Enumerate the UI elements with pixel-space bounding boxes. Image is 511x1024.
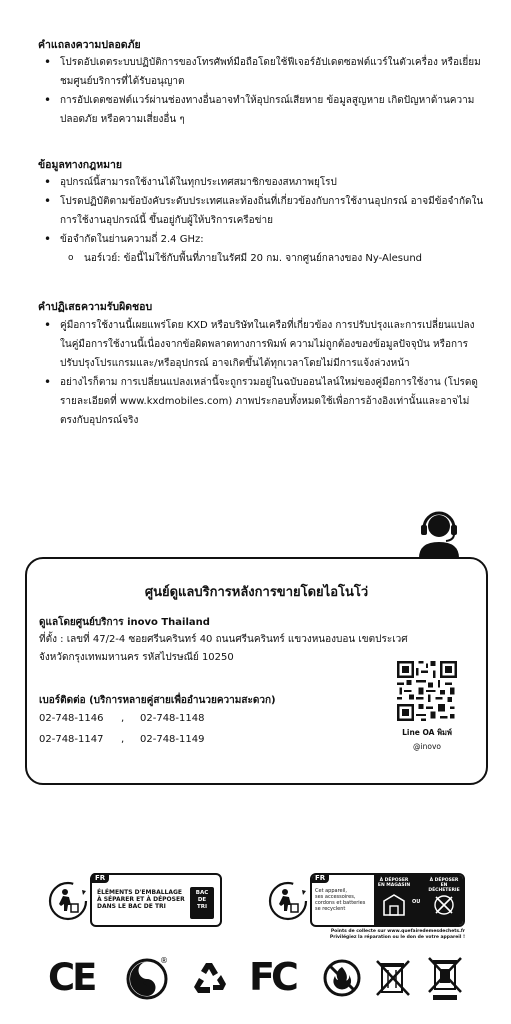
recycling-person-icon	[48, 881, 88, 921]
phone-number[interactable]: 02-748-1146	[39, 713, 104, 724]
phone-number[interactable]: 02-748-1149	[140, 734, 205, 745]
deposit-panel	[374, 875, 465, 925]
legal-list	[38, 173, 486, 268]
safety-list	[38, 53, 486, 129]
ce-mark-icon: CE	[48, 956, 95, 999]
repair-text: Privilégiez la réparation ou le don de votre appareil !	[329, 935, 465, 940]
device-text: ses accessoires,	[315, 894, 356, 900]
service-address: ที่ตั้ง : เลขที่ 47/2-4 ซอยศรีนครินทร์ 40 ถนนศรีนครินทร์ แขวงหนองบอน เขตประเวศ	[39, 634, 408, 645]
sort-bin-icon	[190, 887, 214, 919]
qr-handle: @inovo	[413, 742, 441, 751]
qr-label: Line OA พิมพ์	[402, 728, 452, 737]
device-info-box	[310, 873, 465, 927]
phone-separator: ,	[121, 734, 125, 745]
service-address-city: จังหวัดกรุงเทพมหานคร รหัสไปรษณีย์ 10250	[39, 652, 234, 663]
list-item: • การอัปเดตซอฟต์แวร์ผ่านช่องทางอื่นอาจทำให้อุปกรณ์เสียหาย ข้อมูลสูญหาย เกิดปัญหาด้านความปลอดภัย หรือความเสี่ยงอื่น ๆ	[38, 91, 486, 129]
disclaimer-list	[38, 316, 486, 430]
bin-text: DE	[197, 897, 207, 903]
list-item: • ข้อจำกัดในย่านความถี่ 2.4 GHz:	[38, 230, 486, 249]
device-recycling-badge	[268, 873, 465, 947]
device-text: se recyclent	[315, 906, 346, 912]
device-text: Cet appareil,	[315, 888, 347, 894]
safety-title: คำแถลงความปลอดภัย	[38, 39, 141, 51]
phone-separator: ,	[121, 713, 125, 724]
registered-mark: ®	[160, 956, 168, 965]
packaging-text: DANS LE BAC DE TRI	[97, 903, 166, 910]
waste-center-icon	[432, 893, 456, 917]
support-agent-icon	[416, 508, 462, 558]
device-text: cordons et batteries	[315, 900, 366, 906]
crossed-battery-bin-icon	[425, 955, 465, 1003]
store-icon	[382, 893, 406, 917]
packaging-info-box	[90, 873, 222, 927]
phone-number[interactable]: 02-748-1148	[140, 713, 205, 724]
sub-list-item: o นอร์เวย์: ข้อนี้ไม่ใช้กับพื้นที่ภายในรัศมี 20 กม. จากศูนย์กลางของ Ny-Alesund	[38, 249, 486, 268]
fr-tag: FR	[311, 873, 329, 883]
fcc-mark-icon: FC	[249, 955, 295, 999]
collection-points-text: Points de collecte sur www.quefairedemesdechets.fr	[330, 929, 465, 934]
contact-title: เบอร์ติดต่อ (บริการหลายคู่สายเพื่ออำนวยความสะดวก)	[39, 695, 276, 706]
service-company: ดูแลโดยศูนย์บริการ inovo Thailand	[39, 617, 210, 628]
recycle-arrows-icon	[190, 958, 230, 998]
list-item: • โปรดอัปเดตระบบปฏิบัติการของโทรศัพท์มือถือโดยใช้ฟีเจอร์อัปเดตซอฟต์แวร์ในตัวเครื่อง หรือเยี่ยมชมศูนย์บริการที่ได้รับอนุญาต	[38, 53, 486, 91]
crossed-bin-icon	[374, 958, 412, 1000]
packaging-text: À SÉPARER ET À DÉPOSER	[97, 896, 185, 903]
fr-tag: FR	[91, 873, 109, 883]
no-fire-icon	[322, 958, 362, 998]
service-center-box	[25, 557, 488, 785]
legal-title: ข้อมูลทางกฎหมาย	[38, 159, 123, 171]
list-item: • คู่มือการใช้งานนี้เผยแพร่โดย KXD หรือบริษัทในเครือที่เกี่ยวข้อง การปรับปรุงและการเปลี่ยนแปลงในคู่มือการใช้งานนี้เนื่องจากข้อผิดพลาดทางการพิมพ์ ความไม่ถูกต้องของข้อมูลปัจจุบัน หรือการปรับปรุงโปรแกรมและ/หรืออุปกรณ์ อาจเกิดขึ้นได้ทุกเวลาโดยไม่มีการแจ้งล่วงหน้า	[38, 316, 486, 373]
bin-text: BAC	[195, 890, 209, 896]
packaging-recycling-badge	[48, 873, 222, 927]
recycling-person-icon	[268, 881, 308, 921]
deposit-store-text: À DÉPOSER	[379, 878, 409, 883]
deposit-dump-text: EN DÉCHETERIE	[428, 883, 460, 893]
phone-number[interactable]: 02-748-1147	[39, 734, 104, 745]
list-item: • อย่างไรก็ตาม การเปลี่ยนแปลงเหล่านี้จะถูกรวมอยู่ในฉบับออนไลน์ใหม่ของคู่มือการใช้งาน (โปรดดูรายละเอียดที่ www.kxdmobiles.com) ภาพประกอบทั้งหมดใช้เพื่อการอ้างอิงเท่านั้นและอาจไม่ตรงกับอุปกรณ์จริง	[38, 373, 486, 430]
deposit-store-text: EN MAGASIN	[377, 883, 411, 888]
or-label: OU	[412, 899, 421, 905]
list-item: • โปรดปฏิบัติตามข้อบังคับระดับประเทศและท้องถิ่นที่เกี่ยวข้องกับการใช้งานอุปกรณ์ อาจมีข้อจำกัดในการใช้งานอุปกรณ์นี้ ขึ้นอยู่กับผู้ให้บริการเครือข่าย	[38, 192, 486, 230]
service-title: ศูนย์ดูแลบริการหลังการขายโดยไอโนโว่	[144, 585, 369, 600]
list-item: • อุปกรณ์นี้สามารถใช้งานได้ในทุกประเทศสมาชิกของสหภาพยุโรป	[38, 173, 486, 192]
line-qr-code[interactable]	[397, 661, 457, 721]
packaging-text: ÉLÉMENTS D'EMBALLAGE	[97, 889, 183, 896]
bin-text: TRI	[196, 904, 208, 910]
disclaimer-title: คำปฏิเสธความรับผิดชอบ	[38, 301, 153, 313]
deposit-dump-text: À DÉPOSER	[429, 878, 459, 883]
